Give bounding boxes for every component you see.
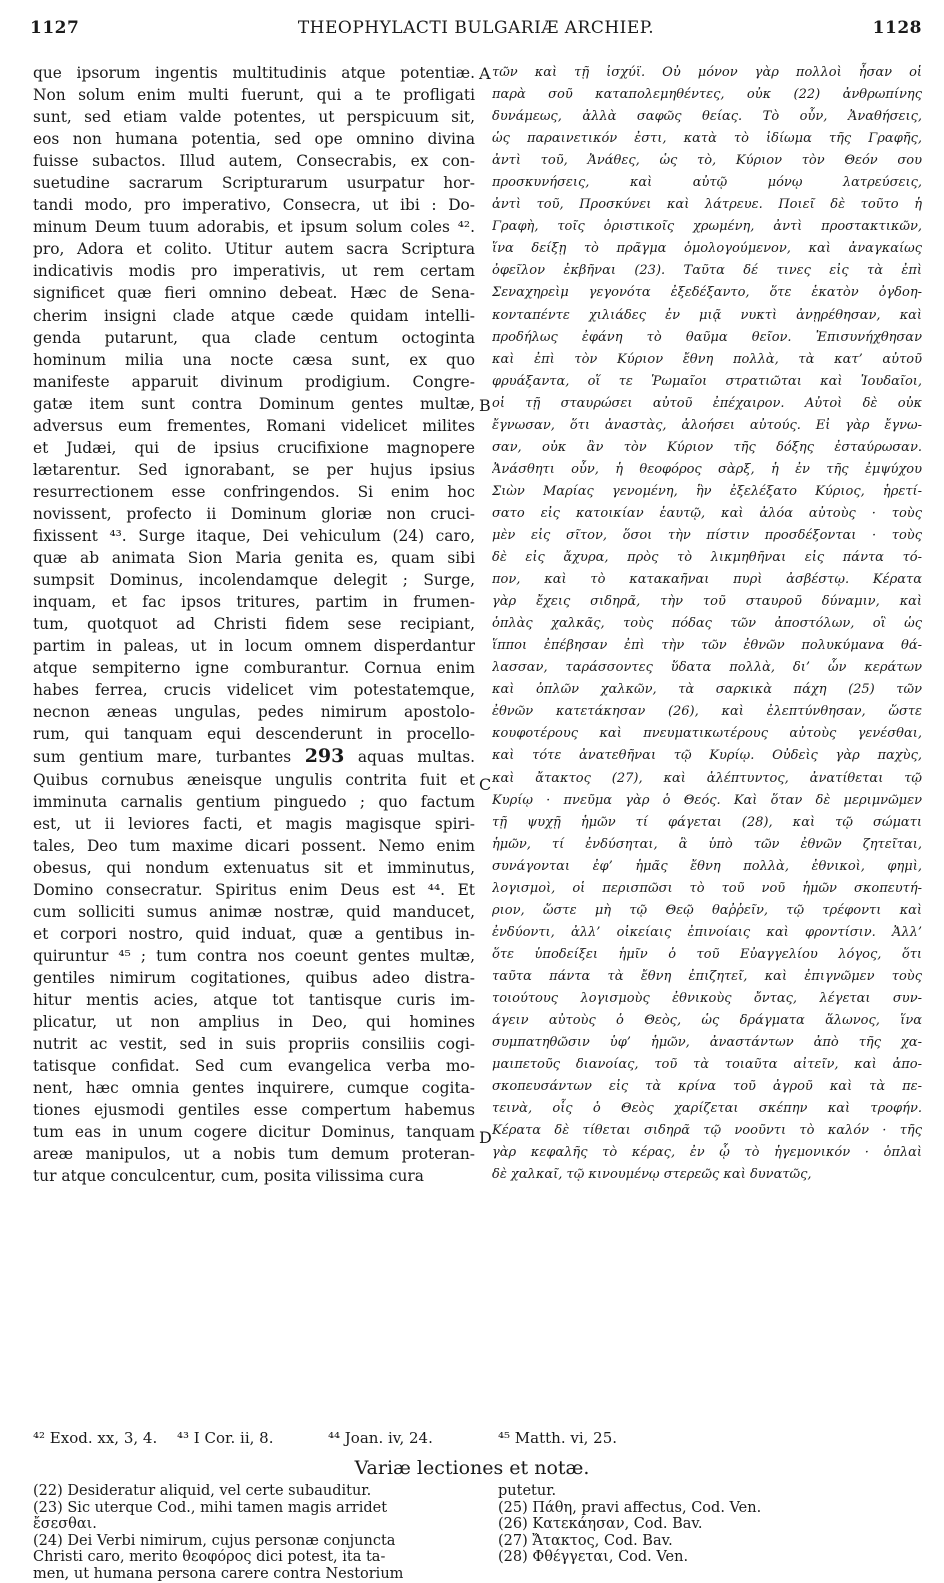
text-line: Σιὼν Μαρίας γενομένη, ἣν ἐξελέξατο Κύριος, ἡρετί- [492, 483, 922, 499]
text-line: ἐνδύοντι, ἀλλ’ οἰκείαις ἐπινοίαις καὶ φροντίσιν. Ἀλλ’ [492, 924, 922, 940]
text-line: σατο εἰς κατοικίαν ἑαυτῷ, καὶ ἀλόα αὐτοὺς · τοὺς [492, 505, 922, 521]
page-number-right: 1128 [872, 18, 922, 38]
margin-letter-d: D [479, 1128, 492, 1147]
text-line: Domino consecratur. Spiritus enim Deus est ⁴⁴. Et [33, 880, 475, 899]
text-line: παρὰ σοῦ καταπολεμηθέντες, οὐκ (22) ἀνθρωπίνης [492, 87, 922, 103]
text-line: tum, quotquot ad Christi fidem sese recipiant, [33, 615, 475, 634]
text-line: tatisque confidat. Sed cum evangelica verba mo- [33, 1057, 475, 1076]
text-line: quiruntur ⁴⁵ ; tum contra nos coeunt gentes multæ, [33, 946, 475, 965]
text-line: καὶ ἄτακτος (27), καὶ ἀλέπτυντος, ἀνατίθεται τῷ [492, 770, 922, 786]
text-line: Γραφὴ, τοῖς ὁριστικοῖς χρωμένη, ἀντὶ προστακτικῶν, [492, 219, 922, 235]
text-line: areæ manipulos, ut a nobis tum demum proteran- [33, 1145, 475, 1164]
text-line: minum Deum tuum adorabis, et ipsum solum coles ⁴². [33, 218, 475, 237]
footnote-45: ⁴⁵ Matth. vi, 25. [498, 1429, 618, 1447]
text-line: que ipsorum ingentis multitudinis atque potentiæ. [33, 64, 475, 82]
text-line: ὅτε ὑποδείξει ἡμῖν ὁ τοῦ Εὐαγγελίου λόγος, ὅτι [492, 946, 922, 962]
text-line: ἐθνῶν κατετάκησαν (26), καὶ ἐλεπτύνθησαν, ὥστε [492, 704, 922, 720]
text-line: συνάγονται ἐφ’ ἡμᾶς ἔθνη πολλὰ, ἐθνικοὶ, φημὶ, [492, 858, 922, 874]
footnote-43: ⁴³ I Cor. ii, 8. [177, 1429, 274, 1447]
text-line: σαν, οὐκ ἂν τὸν Κύριον τῆς δόξης ἐσταύρωσαν. [492, 439, 922, 455]
text-line: nutrit ac vestit, sed in suis propriis consiliis cogi- [33, 1035, 475, 1054]
text-line: cherim insigni clade atque cæde quidam intelli- [33, 306, 475, 325]
variant-note-line: putetur. [498, 1483, 557, 1499]
variant-note-line: men, ut humana persona carere contra Nestorium [33, 1565, 404, 1582]
text-line: quæ ab animata Sion Maria genita es, quam sibi [33, 549, 475, 568]
text-line: ριον, ὥστε μὴ τῷ Θεῷ θαῤῥεῖν, τῷ τρέφοντι καὶ [492, 902, 922, 918]
variant-note-line: ἔσεσθαι. [33, 1516, 97, 1533]
text-line: sunt, sed etiam valde potentes, ut perspicuum sit, [33, 108, 475, 127]
text-line: plicatur, ut non amplius in Deo, qui homines [33, 1013, 475, 1032]
margin-letter-a: A [479, 64, 491, 83]
text-line: habes ferrea, crucis videlicet vim potestatemque, [33, 681, 475, 700]
text-line: tur atque conculcentur, cum, posita vilissima cura [33, 1167, 424, 1186]
text-line: τῶν καὶ τῇ ἰσχύϊ. Οὐ μόνον γὰρ πολλοὶ ἦσαν οἱ [492, 65, 922, 80]
running-header [30, 18, 922, 48]
text-line: ἀντὶ τοῦ, Ἀνάθες, ὡς τὸ, Κύριον τὸν Θεόν σου [492, 153, 922, 169]
variant-note-line: (28) Φθέγγεται, Cod. Ven. [498, 1549, 689, 1566]
text-line: ὡς παραινετικόν ἐστι, κατὰ τὸ ἰδίωμα τῆς Γραφῆς, [492, 131, 922, 147]
text-line: atque sempiterno igne comburantur. Cornua enim [33, 659, 475, 678]
text-line: Κυρίῳ · πνεῦμα γὰρ ὁ Θεός. Καὶ ὅταν δὲ μεριμνῶμεν [492, 792, 922, 808]
text-line: tandi modo, pro imperativo, Consecra, ut ibi : Do- [33, 196, 475, 215]
text-line: imminuta carnalis gentium pinguedo ; quo factum [33, 792, 475, 811]
text-line: δὲ χαλκαῖ, τῷ κινουμένῳ στερεῶς καὶ δυνατῶς, [492, 1167, 812, 1183]
greek-column [492, 62, 922, 1186]
text-line: ἀντὶ τοῦ, Προσκύνει καὶ λάτρευε. Ποιεῖ δὲ τοῦτο ἡ [492, 197, 922, 213]
text-line: gatæ item sunt contra Dominum gentes multæ, [33, 394, 475, 413]
margin-letter-c: C [479, 775, 492, 794]
text-line: hitur mentis acies, atque tot tantisque curis im- [33, 990, 475, 1009]
footnote-44: ⁴⁴ Joan. iv, 24. [328, 1429, 433, 1447]
text-line: tiones ejusmodi gentiles esse compertum habemus [33, 1101, 475, 1120]
text-line: συμπατηθῶσιν ὑφ’ ἡμῶν, ἀναστάντων ἀπὸ τῆς χα- [492, 1035, 922, 1051]
text-line: πον, καὶ τὸ κατακαῆναι πυρὶ ἀσβέστῳ. Κέρατα [492, 572, 922, 588]
running-title: THEOPHYLACTI BULGARIÆ ARCHIEP. [297, 18, 655, 38]
text-line: ὁπλὰς χαλκᾶς, τοὺς πόδας τῶν ἀποστόλων, οἳ ὡς [492, 616, 922, 632]
text-line: οἱ τῇ σταυρώσει αὐτοῦ ἐπέχαιρον. Αὐτοὶ δὲ οὐκ [492, 395, 922, 411]
variant-note-line: (27) Ἄτακτος, Cod. Bav. [498, 1532, 673, 1549]
variants-right-column [498, 1483, 918, 1566]
variant-note-line: (25) Πάθη, pravi affectus, Cod. Ven. [498, 1499, 762, 1516]
text-line: Κέρατα δὲ τίθεται σιδηρᾶ τῷ νοοῦντι τὸ καλόν · τῆς [492, 1123, 922, 1139]
latin-column [33, 62, 475, 1187]
text-line: obesus, qui nondum extenuatus sit et imminutus, [33, 858, 475, 877]
text-line: ὀφεῖλον ἐκβῆναι (23). Ταῦτα δέ τινες εἰς τὰ ἐπὶ [492, 263, 922, 279]
text-line: μαιπετοῦς διανοίας, τοῦ τὰ τοιαῦτα αἰτεῖν, καὶ ἀπο- [492, 1057, 922, 1073]
text-line: κονταπέντε χιλιάδες ἐν μιᾷ νυκτὶ ἀνῃρέθησαν, καὶ [492, 307, 922, 323]
text-line: significet quæ fieri omnino debeat. Hæc de Sena- [33, 284, 475, 303]
text-line: τεινὰ, οἷς ὁ Θεὸς χαρίζεται σκέπην καὶ τροφήν. [492, 1101, 922, 1117]
text-line: partim in paleas, ut in locum omnem disperdantur [33, 637, 475, 656]
text-line: γὰρ κεφαλῆς τὸ κέρας, ἐν ᾧ τὸ ἡγεμονικόν · ὁπλαὶ [492, 1145, 922, 1161]
text-line: et corpori nostro, quid induat, quæ a gentibus in- [33, 924, 475, 943]
text-line: δὲ εἰς ἄχυρα, πρὸς τὸ λικμηθῆναι εἰς πάντα τό- [492, 550, 922, 566]
variant-note-line: (26) Κατεκάησαν, Cod. Bav. [498, 1516, 703, 1533]
text-line: ἵπποι ἐπέβησαν ἐπὶ τὴν τῶν ἐθνῶν πολυκύμανα θά- [492, 638, 922, 654]
variant-note-line: Christi caro, merito θεοφόρος dici potest, ita ta- [33, 1549, 386, 1566]
text-line: προσκυνήσεις, καὶ αὐτῷ μόνῳ λατρεύσεις, [492, 175, 922, 191]
text-line: gentiles nimirum cogitationes, quibus adeo distra- [33, 968, 475, 987]
text-line: genda putarunt, qua clade centum octoginta [33, 328, 475, 347]
text-line: κουφοτέρους καὶ πνευματικωτέρους αὐτοὺς γενέσθαι, [492, 726, 922, 742]
text-line: φρυάξαντα, οἵ τε Ῥωμαῖοι στρατιῶται καὶ Ἰουδαῖοι, [492, 373, 922, 389]
text-line: et Judæi, qui de ipsius crucifixione magnopere [33, 438, 475, 457]
text-line: ἵνα δείξῃ τὸ πρᾶγμα ὁμολογούμενον, καὶ ἀναγκαίως [492, 241, 922, 257]
text-line: hominum milia una nocte cæsa sunt, ex quo [33, 350, 475, 369]
text-line: τοιούτους λογισμοὺς ἐθνικοὺς ὄντας, λέγεται συν- [492, 990, 922, 1006]
text-line: τῇ ψυχῇ ἡμῶν τί φάγεται (28), καὶ τῷ σώματι [492, 814, 922, 830]
text-line: pro, Adora et colito. Utitur autem sacra Scriptura [33, 240, 475, 259]
text-line: ἡμῶν, τί ἐνδύσηται, ἃ ὑπὸ τῶν ἐθνῶν ζητεῖται, [492, 836, 922, 852]
text-line: καὶ ἐπὶ τὸν Κύριον ἔθνη πολλὰ, τὰ κατ’ αὐτοῦ [492, 351, 922, 367]
text-line: fixissent ⁴³. Surge itaque, Dei vehiculum (24) caro, [33, 526, 475, 545]
variants-title: Variæ lectiones et notæ. [354, 1457, 590, 1479]
text-line: cum solliciti sumus animæ nostræ, quid manducet, [33, 902, 475, 921]
text-line: nent, hæc omnia gentes inquirere, cumque cogita- [33, 1079, 475, 1098]
text-line: adversus eum frementes, Romani videlicet milites [33, 416, 475, 435]
text-line: λογισμοὶ, οἱ περισπῶσι τὸ τοῦ νοῦ ἡμῶν σκοπευτή- [492, 880, 922, 896]
text-line: inquam, et fac ipsos tritures, partim in frumen- [33, 593, 475, 612]
text-line: necnon æneas ungulas, pedes nimirum apostolo- [33, 703, 475, 722]
text-line: ταῦτα πάντα τὰ ἔθνη ἐπιζητεῖ, καὶ ἐπιγνῶμεν τοὺς [492, 968, 922, 984]
text-line: manifeste apparuit divinum prodigium. Congre- [33, 372, 475, 391]
text-line: γὰρ ἔχεις σιδηρᾶ, τὴν τοῦ σταυροῦ δύναμιν, καὶ [492, 594, 922, 610]
text-line: sumpsit Dominus, incolendamque delegit ; Surge, [33, 571, 475, 590]
text-line: rum, qui tanquam equi descenderunt in procello- [33, 725, 475, 744]
footnote-42: ⁴² Exod. xx, 3, 4. [33, 1429, 158, 1447]
text-line: lætarentur. Sed ignorabant, se per hujus ipsius [33, 460, 475, 479]
text-line: άγειν αὐτοὺς ὁ Θεὸς, ὡς δράγματα ἅλωνος, ἵνα [492, 1013, 922, 1029]
text-line: resurrectionem esse confringendos. Si enim hoc [33, 482, 475, 501]
text-line: προδήλως ἐφάνη τὸ θαῦμα θεῖον. Ἐπισυνήχθησαν [492, 329, 922, 345]
text-line: novissent, profecto ii Dominum gloriæ non cruci- [33, 504, 475, 523]
text-line: δυνάμεως, ἀλλὰ σαφῶς θείας. Τὸ οὖν, Ἀναθήσεις, [492, 109, 922, 125]
text-line: Quibus cornubus æneisque ungulis contrita fuit et [33, 770, 475, 789]
variant-note-line: (24) Dei Verbi nimirum, cujus personæ conjuncta [33, 1532, 396, 1549]
variant-note-line: (23) Sic uterque Cod., mihi tamen magis arridet [33, 1499, 388, 1516]
text-line: μὲν εἰς σῖτον, ὅσοι τὴν πίστιν προσδέξονται · τοὺς [492, 527, 922, 543]
text-line: eos non humana potentia, sed ope omnino divina [33, 130, 475, 149]
text-line: indicativis modis pro imperativis, ut rem certam [33, 262, 475, 281]
text-line: suetudine sacrarum Scripturarum usurpatur hor- [33, 174, 475, 193]
margin-letter-b: B [479, 396, 491, 415]
variants-left-column [33, 1483, 473, 1583]
text-line: tum eas in unum cogere dicitur Dominus, tanquam [33, 1123, 475, 1142]
text-line: λασσαν, ταράσσοντες ὕδατα πολλὰ, δι’ ὧν κεράτων [492, 660, 922, 676]
text-line: σκοπευσάντων εἰς τὰ κρίνα τοῦ ἀγροῦ καὶ τὰ πε- [492, 1079, 922, 1095]
text-line: ἔγνωσαν, ὅτι ἀναστὰς, ἀλοήσει αὐτούς. Εἰ γὰρ ἔγνω- [492, 417, 922, 433]
text-line: sum gentium mare, turbantes 293 aquas multas. [33, 745, 475, 768]
text-line: Σεναχηρεὶμ γεγονότα ἐξεδέξαντο, ὅτε ἑκατὸν ὀγδοη- [492, 285, 922, 301]
variant-note-line: (22) Desideratur aliquid, vel certe subauditur. [33, 1483, 372, 1499]
column-marker: 293 [304, 745, 345, 768]
text-line: est, ut ii leviores facti, et magis magisque spiri- [33, 814, 475, 833]
text-line: fuisse subactos. Illud autem, Consecrabis, ex con- [33, 152, 475, 171]
text-line: καὶ ὁπλῶν χαλκῶν, τὰ σαρκικὰ πάχη (25) τῶν [492, 682, 922, 698]
text-line: καὶ τότε ἀνατεθῆναι τῷ Κυρίῳ. Οὐδεὶς γὰρ παχὺς, [492, 748, 922, 764]
text-line: tales, Deo tum maxime dicari possent. Nemo enim [33, 836, 475, 855]
text-line: Ἀνάσθητι οὖν, ἡ θεοφόρος σὰρξ, ἡ ἐν τῆς ἐμψύχου [492, 461, 922, 477]
text-line: Non solum enim multi fuerunt, qui a te profligati [33, 86, 475, 105]
page-number-left: 1127 [30, 18, 80, 38]
